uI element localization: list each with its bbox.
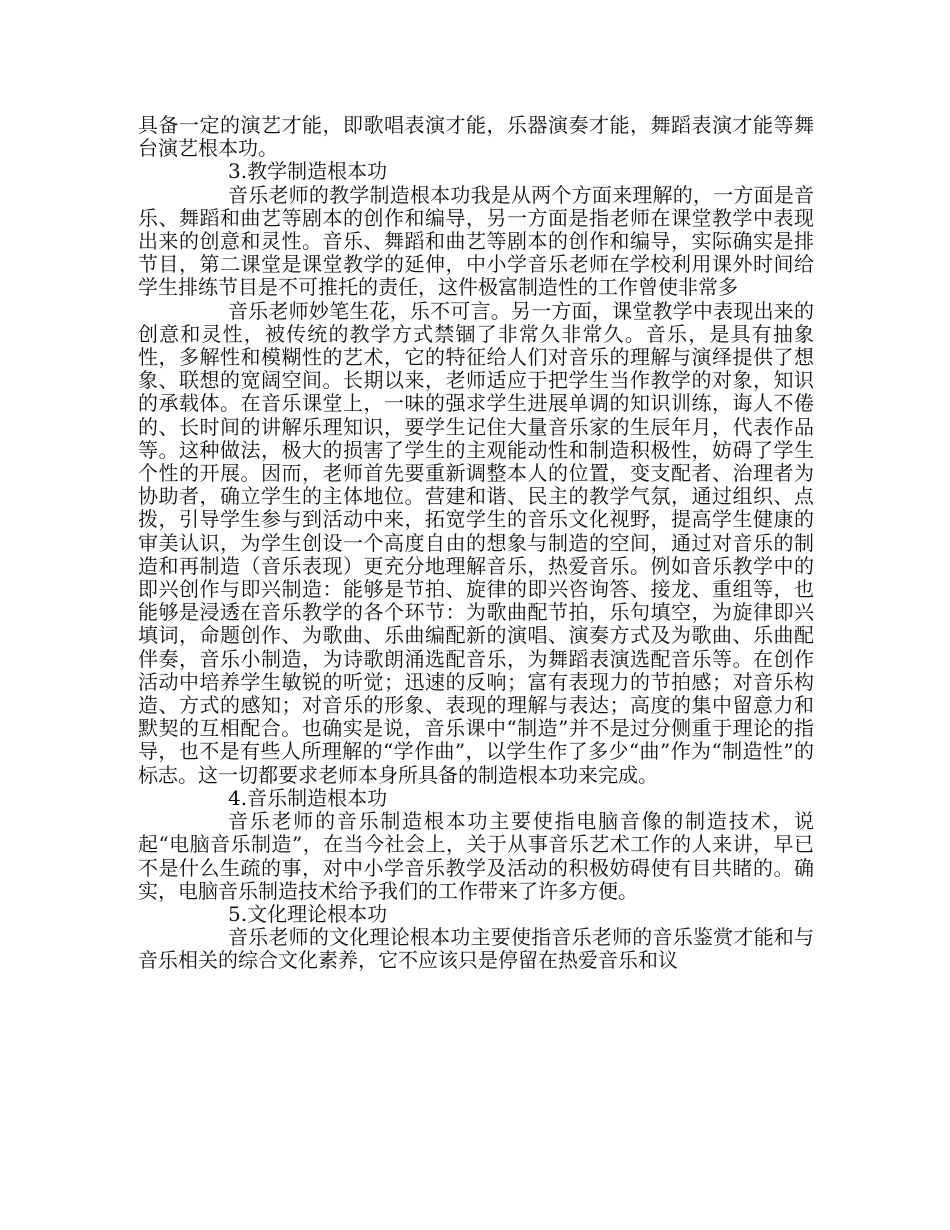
section-heading-cultural-theory: 5.文化理论根本功 xyxy=(228,901,388,926)
paragraph-cultural-theory: 音乐老师的文化理论根本功主要使指音乐老师的音乐鉴赏才能和与音乐相关的综合文化素养，它不应该只是停留在热爱音乐和议 xyxy=(138,925,814,973)
section-heading-teaching-creation: 3.教学制造根本功 xyxy=(228,159,388,184)
paragraph-music-production: 音乐老师的音乐制造根本功主要使指电脑音像的制造技术，说起“电脑音乐制造”，在当今社会上，关于从事音乐艺术工作的人来讲，早已不是什么生疏的事，对中小学音乐教学及活动的积极妨碍使有目共睹的。确实，电脑音乐制造技术给予我们的工作带来了许多方便。 xyxy=(138,809,814,903)
paragraph-teaching-creation-intro: 音乐老师的教学制造根本功我是从两个方面来理解的，一方面是音乐、舞蹈和曲艺等剧本的创作和编导，另一方面是指老师在课堂教学中表现出来的创意和灵性。音乐、舞蹈和曲艺等剧本的创作和编导，实际确实是排节目，第二课堂是课堂教学的延伸，中小学音乐老师在学校利用课外时间给学生排练节目是不可推托的责任，这件极富制造性的工作曾使非常多 xyxy=(138,182,814,300)
paragraph-performance-skills: 具备一定的演艺才能，即歌唱表演才能，乐器演奏才能，舞蹈表演才能等舞台演艺根本功。 xyxy=(138,113,814,161)
section-heading-music-production: 4.音乐制造根本功 xyxy=(228,785,388,810)
document-page xyxy=(138,114,814,973)
paragraph-teaching-creation-detail: 音乐老师妙笔生花，乐不可言。另一方面，课堂教学中表现出来的创意和灵性，被传统的教学方式禁锢了非常久非常久。音乐，是具有抽象性，多解性和模糊性的艺术，它的特征给人们对音乐的理解与演绎提供了想象、联想的宽阔空间。长期以来，老师适应于把学生当作教学的对象，知识的承载体。在音乐课堂上，一味的强求学生进展单调的知识训练，诲人不倦的、长时间的讲解乐理知识，要学生记住大量音乐家的生辰年月，代表作品等。这种做法，极大的损害了学生的主观能动性和制造积极性，妨碍了学生个性的开展。因而，老师首先要重新调整本人的位置，变支配者、治理者为协助者，确立学生的主体地位。营建和谐、民主的教学气氛，通过组织、点拨，引导学生参与到活动中来，拓宽学生的音乐文化视野，提高学生健康的审美认识，为学生创设一个高度自由的想象与制造的空间，通过对音乐的制造和再制造（音乐表现）更充分地理解音乐，热爱音乐。例如音乐教学中的即兴创作与即兴制造：能够是节拍、旋律的即兴咨询答、接龙、重组等，也能够是浸透在音乐教学的各个环节：为歌曲配节拍，乐句填空，为旋律即兴填词，命题创作、为歌曲、乐曲编配新的演唱、演奏方式及为歌曲、乐曲配伴奏，音乐小制造，为诗歌朗涌选配音乐，为舞蹈表演选配音乐等。在创作活动中培养学生敏锐的听觉；迅速的反响；富有表现力的节拍感；对音乐构造、方式的感知；对音乐的形象、表现的理解与表达；高度的集中留意力和默契的互相配合。也确实是说，音乐课中“制造”并不是过分侧重于理论的指导，也不是有些人所理解的“学作曲”，以学生作了多少“曲”作为“制造性”的标志。这一切都要求老师本身所具备的制造根本功来完成。 xyxy=(138,298,814,787)
